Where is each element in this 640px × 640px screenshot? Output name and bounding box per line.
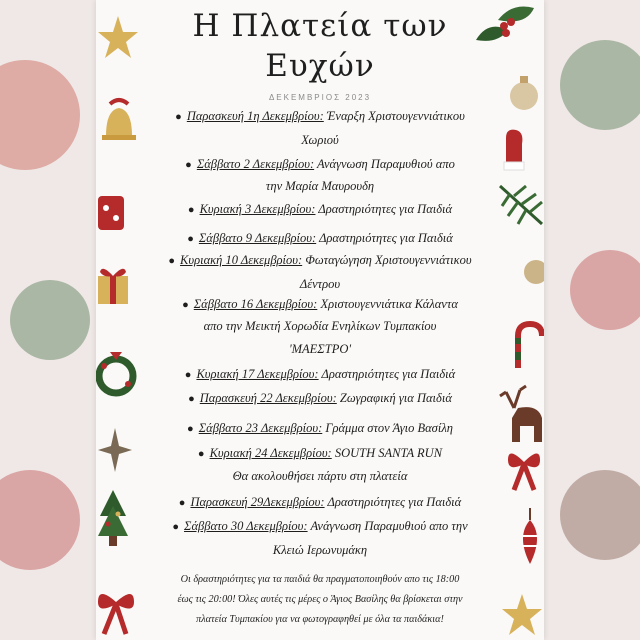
bow-icon [504,446,544,492]
mitten-icon [498,126,544,174]
event-item: ● Κυριακή 10 Δεκεμβρίου: Φωταγώγηση Χριστουγεννιάτικου [168,253,472,267]
bow-icon [96,586,140,636]
event-item-continuation: Κλειώ Ιερωνυμάκη [272,543,368,557]
event-item-continuation: 'ΜΑΕΣΤΡΟ' [288,342,352,356]
candy-cane-icon [508,320,544,370]
holly-icon [468,0,544,66]
ornament-icon [506,62,544,118]
poster-title-line-1: Η Πλατεία των [192,8,448,44]
star-icon [500,592,544,638]
event-item-continuation: Θα ακολουθήσει πάρτυ στη πλατεία [232,469,408,483]
wreath-icon [96,344,138,404]
footer-line: Οι δραστηριότητες για τα παιδιά θα πραγματοποιηθούν απο τις 18:00 [180,574,460,585]
footer-line: έως τις 20:00! Όλες αυτές τις μέρες ο Άγιος Βασίλης θα βρίσκεται στην [177,594,463,605]
event-item: ● Σάββατο 2 Δεκεμβρίου: Ανάγνωση Παραμυθιού απο [185,157,455,171]
event-item: ● Παρασκευή 29Δεκεμβρίου: Δραστηριότητες για Παιδιά [178,495,462,509]
event-item: ● Κυριακή 17 Δεκεμβρίου: Δραστηριότητες για Παιδιά [184,367,456,381]
event-item: ● Σάββατο 9 Δεκεμβρίου: Δραστηριότητες για Παιδιά [187,231,453,245]
event-item: ● Παρασκευή 1η Δεκεμβρίου: Έναρξη Χριστουγεννιάτικου [175,109,465,123]
footer-note [102,570,538,630]
event-item: ● Παρασκευή 22 Δεκεμβρίου: Ζωγραφική για Παιδιά [188,391,452,405]
event-item: ● Σάββατο 30 Δεκεμβρίου: Ανάγνωση Παραμυθιού απο την [172,519,468,533]
event-item-continuation: Δέντρου [299,277,341,291]
background-blob [10,280,90,360]
star-icon [96,14,140,62]
event-item: ● Κυριακή 3 Δεκεμβρίου: Δραστηριότητες για Παιδιά [187,202,453,216]
footer-line: πλατεία Τυμπακίου για να φωτογραφηθεί με όλα τα παιδάκια! [196,614,444,625]
event-item-continuation: Χωριού [301,133,339,147]
event-item: ● Σάββατο 16 Δεκεμβρίου: Χριστουγεννιάτικα Κάλαντα [182,297,458,311]
poster-subtitle: ΔΕΚΕΜΒΡΙΟΣ 2023 [268,93,372,102]
poster-card [96,0,544,640]
background-blob [0,470,80,570]
tree-icon [96,486,130,552]
background-blob [560,40,640,130]
event-item: ● Σάββατο 23 Δεκεμβρίου: Γράμμα στον Άγιο Βασίλη [187,421,453,435]
background-blob [0,60,80,170]
bell-icon [96,96,142,148]
pine-branch-icon [496,176,544,236]
background-blob [570,250,640,330]
event-item-continuation: απο την Μεικτή Χορωδία Ενηλίκων Τυμπακίου [203,319,437,333]
background-blob [560,470,640,560]
cup-icon [96,186,130,236]
event-item-continuation: την Μαρία Μαυρουδη [265,179,375,193]
poster-title-line-2: Ευχών [265,48,375,84]
star-icon [96,426,134,474]
reindeer-icon [498,382,544,448]
gift-icon [96,262,132,306]
ornament-icon [514,506,544,566]
ornament-icon [520,250,544,288]
event-item: ● Κυριακή 24 Δεκεμβρίου: SOUTH SANTA RUN [197,446,443,460]
